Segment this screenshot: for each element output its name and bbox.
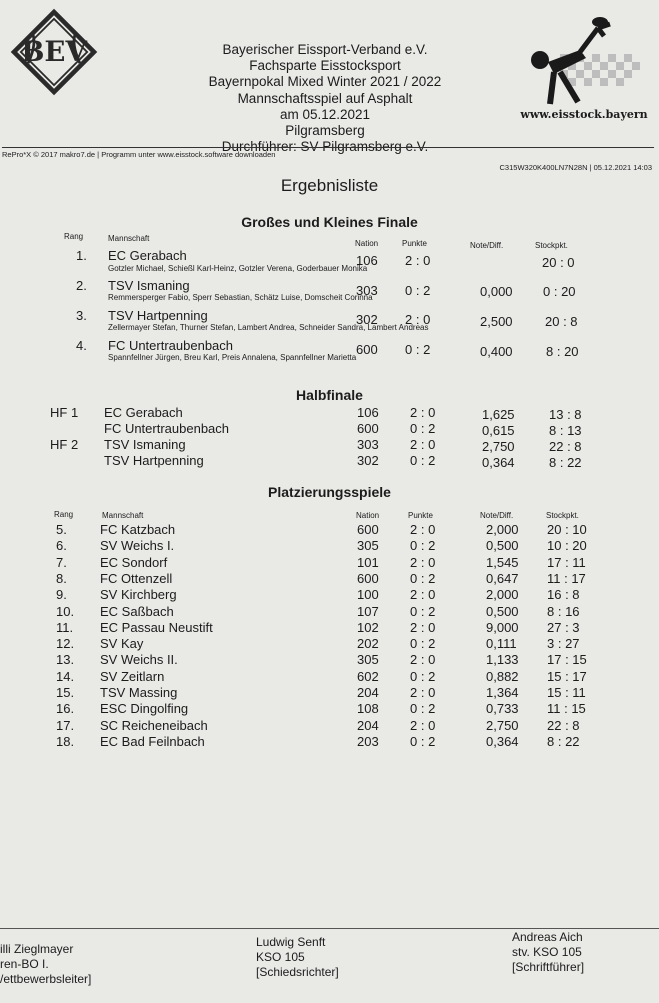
punkte: 0 : 2 [410, 538, 436, 554]
nation: 101 [357, 554, 379, 570]
note: 0,364 [486, 733, 519, 749]
col-note: Note/Diff. [480, 511, 514, 520]
punkte: 2 : 0 [410, 685, 436, 700]
punkte: 2 : 0 [410, 437, 436, 452]
col-rang: Rang [64, 232, 84, 241]
header-line: Mannschaftsspiel auf Asphalt [237, 90, 413, 106]
punkte: 2 : 0 [405, 253, 431, 268]
team: EC Sondorf [100, 554, 168, 570]
col-rang: Rang [54, 510, 74, 519]
punkte: 0 : 2 [410, 733, 436, 749]
placement-row [0, 636, 659, 652]
signature-line: stv. KSO 105 [512, 945, 582, 959]
col-stockpkt: Stockpkt. [546, 511, 579, 520]
header-line: Bayerischer Eissport-Verband e.V. [222, 42, 428, 57]
nation: 202 [357, 636, 379, 652]
nation: 204 [357, 717, 379, 733]
punkte: 0 : 2 [410, 570, 436, 586]
note: 0,733 [486, 701, 519, 717]
punkte: 0 : 2 [410, 668, 436, 684]
team: TSV Ismaning [104, 437, 186, 452]
halbfinale-row [0, 405, 659, 421]
header-line: Durchführer: SV Pilgramsberg e.V. [221, 139, 429, 155]
placement-row [0, 718, 659, 734]
header-line: Bayernpokal Mixed Winter 2021 / 2022 [208, 74, 442, 90]
placement-row [0, 587, 659, 603]
note: 9,000 [486, 619, 519, 635]
team: FC Untertraubenbach [108, 338, 234, 353]
note: 0,000 [480, 284, 513, 299]
stockpkt: 20 : 8 [545, 314, 578, 329]
placement-row [0, 555, 659, 571]
rang: 6. [56, 538, 67, 554]
team: TSV Massing [100, 685, 178, 700]
team: SV Kirchberg [100, 587, 177, 603]
placement-row [0, 538, 659, 554]
software-credit: RePro*X © 2017 makro7.de | Programm unter www.eisstock.software downloaden [2, 150, 276, 159]
signature-line: KSO 105 [256, 950, 305, 964]
punkte: 2 : 0 [410, 652, 436, 668]
halbfinale-row [0, 453, 659, 469]
rang: 16. [56, 701, 75, 717]
signature-line: ren-BO I. [0, 957, 49, 971]
punkte: 2 : 0 [410, 522, 436, 537]
punkte: 2 : 0 [410, 405, 436, 420]
nation: 106 [357, 405, 379, 420]
stockpkt: 8 : 13 [549, 423, 582, 438]
team: TSV Ismaning [108, 278, 190, 293]
nation: 100 [357, 587, 379, 603]
stockpkt: 13 : 8 [549, 407, 582, 422]
finale-heading: Großes und Kleines Finale [241, 214, 418, 230]
print-code: C315W320K400LN7N28N | 05.12.2021 14:03 [499, 163, 652, 172]
col-punkte: Punkte [402, 239, 427, 248]
nation: 600 [356, 342, 378, 357]
col-punkte: Punkte [408, 511, 433, 520]
team: EC Saßbach [100, 603, 174, 619]
header-line: am 05.12.2021 [279, 106, 371, 122]
stockpkt: 22 : 8 [549, 439, 582, 454]
team: TSV Hartpenning [104, 453, 204, 468]
note: 0,647 [486, 570, 519, 586]
note: 2,000 [486, 587, 519, 603]
placement-row [0, 571, 659, 587]
note: 0,882 [486, 668, 519, 684]
rang: 12. [56, 636, 75, 652]
bev-logo [8, 6, 100, 98]
nation: 303 [356, 283, 378, 298]
signature-line: illi Zieglmayer [0, 942, 74, 956]
rang: 7. [56, 554, 67, 570]
page-title: Ergebnisliste [280, 176, 379, 195]
note: 1,625 [482, 407, 515, 422]
stockpkt: 20 : 0 [542, 255, 575, 270]
col-stockpkt: Stockpkt. [535, 241, 568, 250]
stockpkt: 11 : 17 [547, 570, 586, 586]
note: 0,111 [486, 636, 517, 652]
signature-line: Andreas Aich [512, 930, 583, 944]
nation: 303 [357, 437, 379, 452]
team: SV Weichs I. [100, 538, 175, 554]
rang: 10. [56, 603, 75, 619]
note: 0,400 [480, 344, 513, 359]
team: EC Gerabach [108, 248, 187, 263]
stockpkt: 10 : 20 [547, 538, 587, 554]
stockpkt: 20 : 10 [547, 522, 587, 537]
note: 2,750 [482, 439, 515, 454]
rang: 13. [56, 652, 75, 668]
team: SV Kay [100, 636, 144, 652]
stockpkt: 15 : 17 [547, 668, 587, 684]
punkte: 2 : 0 [410, 554, 436, 570]
finale-row [0, 248, 659, 279]
col-mannschaft: Mannschaft [108, 234, 150, 243]
note: 2,000 [486, 522, 519, 537]
team: SV Weichs II. [100, 652, 178, 668]
stockpkt: 8 : 20 [546, 344, 579, 359]
placement-row [0, 734, 659, 750]
note: 1,133 [486, 652, 519, 668]
punkte: 0 : 2 [405, 342, 431, 357]
hf-label: HF 1 [50, 405, 79, 420]
header-line: Pilgramsberg [285, 123, 365, 139]
punkte: 0 : 2 [410, 453, 436, 468]
signature-schiedsrichter [256, 935, 339, 980]
nation: 106 [356, 253, 378, 268]
placement-row [0, 522, 659, 538]
rang: 15. [56, 685, 75, 700]
note: 1,545 [486, 554, 519, 570]
nation: 102 [357, 619, 379, 635]
note: 1,364 [486, 685, 519, 700]
stockpkt: 8 : 22 [549, 455, 582, 470]
signature-line: Ludwig Senft [256, 935, 326, 949]
note: 0,500 [486, 603, 519, 619]
nation: 203 [357, 733, 379, 749]
footer-divider [0, 928, 659, 929]
nation: 204 [357, 685, 379, 700]
punkte: 0 : 2 [410, 701, 436, 717]
placement-row [0, 652, 659, 668]
members: Spannfellner Jürgen, Breu Karl, Preis Annalena, Spannfellner Marietta [108, 353, 357, 362]
stockpkt: 3 : 27 [547, 636, 580, 652]
event-header [150, 42, 500, 155]
placement-row [0, 620, 659, 636]
note: 0,615 [482, 423, 515, 438]
note: 0,364 [482, 455, 515, 470]
finale-row [0, 278, 659, 309]
nation: 600 [357, 522, 379, 537]
nation: 107 [357, 603, 379, 619]
members: Gotzler Michael, Schießl Karl-Heinz, Gotzler Verena, Goderbauer Monika [108, 264, 368, 273]
rang: 2. [76, 278, 87, 293]
placement-row [0, 669, 659, 685]
stockpkt: 17 : 15 [547, 652, 587, 668]
col-nation: Nation [355, 239, 379, 248]
rang: 4. [76, 338, 87, 353]
rang: 8. [56, 570, 67, 586]
rang: 3. [76, 308, 87, 323]
members: Zellermayer Stefan, Thurner Stefan, Lambert Andrea, Schneider Sandra, Lambert Andreas [108, 323, 429, 332]
rang: 11. [56, 619, 74, 635]
stockpkt: 0 : 20 [543, 284, 576, 299]
team: SC Reicheneibach [100, 717, 208, 733]
signature-line: /ettbewerbsleiter] [0, 972, 92, 986]
team: FC Untertraubenbach [104, 421, 230, 436]
nation: 602 [357, 668, 379, 684]
rang: 1. [76, 248, 87, 263]
stockpkt: 16 : 8 [547, 587, 580, 603]
stockpkt: 8 : 16 [547, 603, 580, 619]
finale-row [0, 308, 659, 339]
placement-row [0, 685, 659, 701]
team: SV Zeitlarn [100, 668, 165, 684]
punkte: 2 : 0 [410, 619, 436, 635]
stockpkt: 11 : 15 [547, 701, 586, 717]
stockpkt: 15 : 11 [547, 685, 586, 700]
nation: 108 [357, 701, 379, 717]
finale-row [0, 338, 659, 369]
rang: 14. [56, 668, 75, 684]
nation: 600 [357, 570, 379, 586]
col-nation: Nation [356, 511, 380, 520]
nation: 305 [357, 652, 379, 668]
nation: 600 [357, 421, 379, 436]
software-bar [2, 147, 654, 172]
rang: 18. [56, 733, 75, 749]
bev-logo-text: BEV [21, 35, 87, 69]
placement-row [0, 604, 659, 620]
nation: 305 [357, 538, 379, 554]
team: TSV Hartpenning [108, 308, 208, 323]
halbfinale-row [0, 421, 659, 437]
team: EC Gerabach [104, 405, 183, 420]
note: 0,500 [486, 538, 519, 554]
team: FC Ottenzell [100, 570, 173, 586]
nation: 302 [357, 453, 379, 468]
stockpkt: 17 : 11 [547, 554, 586, 570]
placement-row [0, 701, 659, 717]
punkte: 0 : 2 [410, 603, 436, 619]
punkte: 0 : 2 [410, 636, 436, 652]
header-line: Fachsparte Eisstocksport [249, 58, 401, 74]
stockpkt: 27 : 3 [547, 619, 580, 635]
punkte: 0 : 2 [410, 421, 436, 436]
col-mannschaft: Mannschaft [102, 511, 144, 520]
signature-line: [Schiedsrichter] [256, 965, 339, 979]
members: Remmersperger Fabio, Sperr Sebastian, Schätz Luise, Domscheit Corinna [108, 293, 373, 302]
signature-line: [Schriftführer] [512, 960, 585, 974]
note: 2,750 [486, 717, 519, 733]
team: FC Katzbach [100, 522, 176, 537]
signature-wettbewerbsleiter [0, 942, 91, 987]
note: 2,500 [480, 314, 513, 329]
punkte: 0 : 2 [405, 283, 431, 298]
punkte: 2 : 0 [410, 717, 436, 733]
halbfinale-row [0, 437, 659, 453]
rang: 9. [56, 587, 67, 603]
rang: 17. [56, 717, 75, 733]
col-note: Note/Diff. [470, 241, 504, 250]
platzierung-heading: Platzierungsspiele [268, 484, 391, 500]
hf-label: HF 2 [50, 437, 79, 452]
rang: 5. [56, 522, 67, 537]
signature-schriftfuehrer [512, 930, 584, 975]
website-text: www.eisstock.bayern [520, 108, 648, 121]
punkte: 2 : 0 [405, 312, 431, 327]
nation: 302 [356, 312, 378, 327]
team: ESC Dingolfing [100, 701, 189, 717]
team: EC Passau Neustift [100, 619, 213, 635]
halbfinale-heading: Halbfinale [296, 387, 363, 403]
stockpkt: 22 : 8 [547, 717, 580, 733]
team: EC Bad Feilnbach [100, 733, 205, 749]
punkte: 2 : 0 [410, 587, 436, 603]
stockpkt: 8 : 22 [547, 733, 580, 749]
